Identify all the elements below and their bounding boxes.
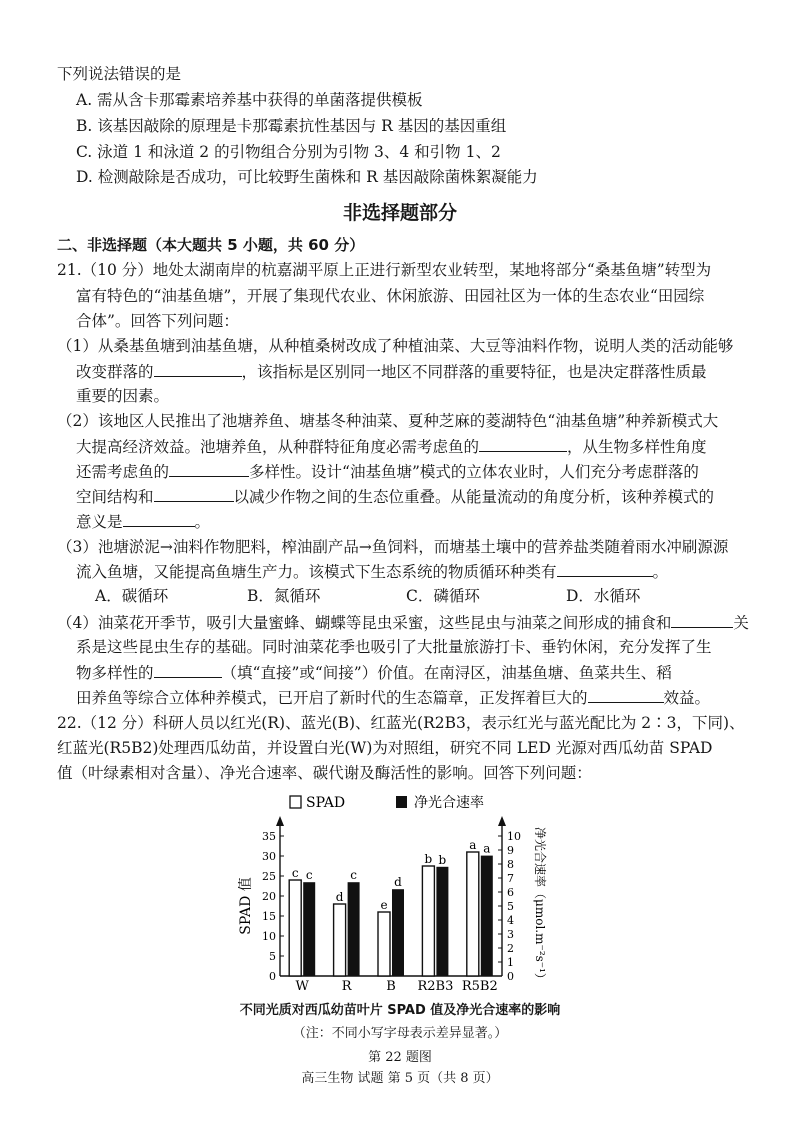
left-axis-tick-label: 10 xyxy=(262,930,276,943)
right-axis-tick-label: 0 xyxy=(507,970,514,983)
q21-p2-line-5 xyxy=(76,510,210,533)
right-axis-tick-label: 2 xyxy=(507,942,514,955)
bar-rate xyxy=(392,889,404,976)
answer-blank-2 xyxy=(479,435,567,452)
q21-p2-line-4 xyxy=(76,485,714,508)
q21-p2-text-f: 以减少作物之间的生态位重叠。从能量流动的角度分析，该种养模式的 xyxy=(233,488,715,506)
q21-p4-line-1 xyxy=(57,611,749,634)
bar-rate-letter: b xyxy=(438,852,447,867)
right-axis-tick-label: 8 xyxy=(507,858,514,871)
q21-p4-text-d: （填“直接”或“间接”）价值。在南浔区，油基鱼塘、鱼菜共生、稻 xyxy=(221,664,672,682)
legend-swatch-rate xyxy=(396,796,407,808)
right-axis-tick-label: 1 xyxy=(507,956,514,969)
legend-label-rate: 净光合速率 xyxy=(414,795,484,811)
section-title: 非选择题部分 xyxy=(342,202,457,224)
q21-p3-option-b: B．氮循环 xyxy=(247,587,321,605)
left-axis-tick-label: 5 xyxy=(269,950,276,963)
figure-note: （注：不同小写字母表示差异显著。） xyxy=(292,1026,508,1041)
bar-spad xyxy=(378,912,390,976)
right-axis-tick-label: 9 xyxy=(507,844,514,857)
bar-chart xyxy=(230,788,570,998)
q21-p2-text-g: 意义是 xyxy=(76,513,123,531)
bar-rate-letter: a xyxy=(483,841,491,856)
q21-p4-text-c: 物多样性的 xyxy=(76,664,154,682)
answer-blank-1 xyxy=(154,360,242,377)
q21-p4-text-a: （4）油菜花开季节，吸引大量蜜蜂、蝴蝶等昆虫采蜜，这些昆虫与油菜之间形成的捕食和 xyxy=(57,614,672,632)
bar-spad xyxy=(289,880,301,976)
q21-line-2: 富有特色的“油基鱼塘”，开展了集现代农业、休闲旅游、田园社区为一体的生态农业“田园综 xyxy=(76,287,705,305)
bar-spad-letter: e xyxy=(380,898,388,912)
q22-line-1: 22.（12 分）科研人员以红光(R)、蓝光(B)、红蓝光(R2B3，表示红光与蓝光配比为 2∶3，下同)、 xyxy=(57,714,745,732)
right-axis-label: 净光合速率（μmol.m⁻²s⁻¹） xyxy=(533,827,547,985)
x-category-label: R5B2 xyxy=(461,979,498,994)
q21-p3-option-c: C．磷循环 xyxy=(406,587,480,605)
bar-rate xyxy=(303,882,315,976)
q21-p1-text-b: ，该指标是区别同一地区不同群落的重要特征，也是决定群落性质最 xyxy=(241,363,707,381)
q21-p2-line-2 xyxy=(76,435,707,458)
bar-rate-letter: c xyxy=(350,868,357,883)
q21-p3-line-1: （3）池塘淤泥→油料作物肥料，榨油副产品→鱼饲料，而塘基土壤中的营养盐类随着雨水冲刷源源 xyxy=(57,538,729,556)
figure-caption: 不同光质对西瓜幼苗叶片 SPAD 值及净光合速率的影响 xyxy=(239,1003,561,1018)
answer-blank-6 xyxy=(557,560,653,577)
right-axis-arrow xyxy=(498,816,506,826)
q21-p2-text-b: ，从生物多样性角度 xyxy=(567,438,707,456)
right-axis-tick-label: 3 xyxy=(507,928,514,941)
q21-p1-line-3: 重要的因素。 xyxy=(76,387,170,405)
q21-p3-text-a: 流入鱼塘，又能提高鱼塘生产力。该模式下生态系统的物质循环种类有 xyxy=(76,563,557,581)
q21-p4-text-e: 田养鱼等综合立体种养模式，已开启了新时代的生态篇章，正发挥着巨大的 xyxy=(76,689,588,707)
bar-rate-letter: c xyxy=(305,868,313,883)
right-axis-tick-label: 6 xyxy=(507,886,514,899)
option-d: D. 检测敲除是否成功，可比较野生菌株和 R 基因敲除菌株絮凝能力 xyxy=(76,168,538,186)
bar-spad-letter: b xyxy=(424,852,433,866)
bar-spad-letter: a xyxy=(469,838,477,852)
q21-p2-text-d: 多样性。设计“油基鱼塘”模式的立体农业时，人们充分考虑群落的 xyxy=(249,463,699,481)
bar-rate xyxy=(348,882,360,976)
option-a: A. 需从含卡那霉素培养基中获得的单菌落提供模板 xyxy=(76,91,423,109)
q21-p1-line-1: （1）从桑基鱼塘到油基鱼塘，从种植桑树改成了种植油菜、大豆等油料作物，说明人类的活动能够 xyxy=(57,337,734,355)
bar-spad-letter: d xyxy=(335,890,344,904)
q21-p4-line-3 xyxy=(76,661,672,684)
q21-p4-line-2: 系是这些昆虫生存的基础。同时油菜花季也吸引了大批量旅游打卡、垂钓休闲，充分发挥了生 xyxy=(76,638,712,656)
q21-p3-text-b: 。 xyxy=(652,563,669,581)
q21-p3-line-2 xyxy=(76,560,668,583)
right-axis-tick-label: 10 xyxy=(507,830,521,843)
bar-spad xyxy=(467,852,479,976)
q21-p2-line-3 xyxy=(76,460,699,483)
q21-p4-text-b: 关 xyxy=(733,614,749,632)
q21-p3-option-a: A．碳循环 xyxy=(95,587,169,605)
q21-p2-line-1: （2）该地区人民推出了池塘养鱼、塘基冬种油菜、夏种芝麻的菱湖特色“油基鱼塘”种养新模式大 xyxy=(57,412,719,430)
bar-rate xyxy=(436,867,448,976)
left-axis-label: SPAD 值 xyxy=(238,877,254,935)
q21-p2-text-e: 空间结构和 xyxy=(76,488,154,506)
answer-blank-9 xyxy=(588,686,664,703)
q21-p2-text-a: 大提高经济效益。池塘养鱼，从种群特征角度必需考虑鱼的 xyxy=(76,438,480,456)
legend-swatch-spad xyxy=(290,796,301,808)
left-axis-tick-label: 20 xyxy=(262,890,276,903)
left-axis-tick-label: 30 xyxy=(262,850,276,863)
bar-rate-letter: d xyxy=(394,875,402,890)
right-axis-tick-label: 5 xyxy=(507,900,514,913)
question-stem: 下列说法错误的是 xyxy=(57,65,182,83)
option-c: C. 泳道 1 和泳道 2 的引物组合分别为引物 3、4 和引物 1、2 xyxy=(76,143,501,161)
bar-spad xyxy=(422,866,434,976)
q21-p1-line-2 xyxy=(76,360,707,383)
q21-p4-line-4 xyxy=(76,686,710,709)
page-footer: 高三生物 试题 第 5 页（共 8 页） xyxy=(301,1071,499,1086)
answer-blank-8 xyxy=(154,661,222,678)
right-axis-tick-label: 4 xyxy=(507,914,514,927)
figure-label: 第 22 题图 xyxy=(368,1050,432,1065)
answer-blank-4 xyxy=(154,485,234,502)
answer-blank-5 xyxy=(123,510,195,527)
answer-blank-7 xyxy=(671,611,733,628)
bar-spad xyxy=(334,904,346,976)
legend-label-spad: SPAD xyxy=(306,795,346,811)
x-category-label: W xyxy=(295,979,309,994)
bar-spad-letter: c xyxy=(291,866,299,880)
x-category-label: B xyxy=(386,979,396,994)
right-axis-tick-label: 7 xyxy=(507,872,514,885)
left-axis-tick-label: 35 xyxy=(262,830,276,843)
left-axis-tick-label: 0 xyxy=(269,970,276,983)
part-heading: 二、非选择题（本大题共 5 小题，共 60 分） xyxy=(57,236,365,254)
x-category-label: R xyxy=(341,979,352,994)
left-axis-tick-label: 25 xyxy=(262,870,276,883)
answer-blank-3 xyxy=(169,460,249,477)
x-category-label: R2B3 xyxy=(417,979,454,994)
left-axis-tick-label: 15 xyxy=(262,910,276,923)
q21-p2-text-c: 还需考虑鱼的 xyxy=(76,463,170,481)
q21-p4-text-f: 效益。 xyxy=(663,689,711,707)
q21-p3-option-d: D．水循环 xyxy=(566,587,641,605)
option-b: B. 该基因敲除的原理是卡那霉素抗性基因与 R 基因的基因重组 xyxy=(76,117,507,135)
q21-line-1: 21.（10 分）地处太湖南岸的杭嘉湖平原上正进行新型农业转型，某地将部分“桑基鱼塘”转型为 xyxy=(57,261,712,279)
q21-line-3: 合体”。回答下列问题： xyxy=(76,312,239,330)
q21-p2-text-h: 。 xyxy=(194,513,211,531)
bar-rate xyxy=(481,856,493,976)
left-axis-arrow xyxy=(276,816,284,826)
q22-line-3: 值（叶绿素相对含量）、净光合速率、碳代谢及酶活性的影响。回答下列问题： xyxy=(57,764,592,782)
q22-line-2: 红蓝光(R5B2)处理西瓜幼苗，并设置白光(W)为对照组，研究不同 LED 光源对西瓜幼苗 SPAD xyxy=(57,739,713,757)
q21-p1-text-a: 改变群落的 xyxy=(76,363,154,381)
